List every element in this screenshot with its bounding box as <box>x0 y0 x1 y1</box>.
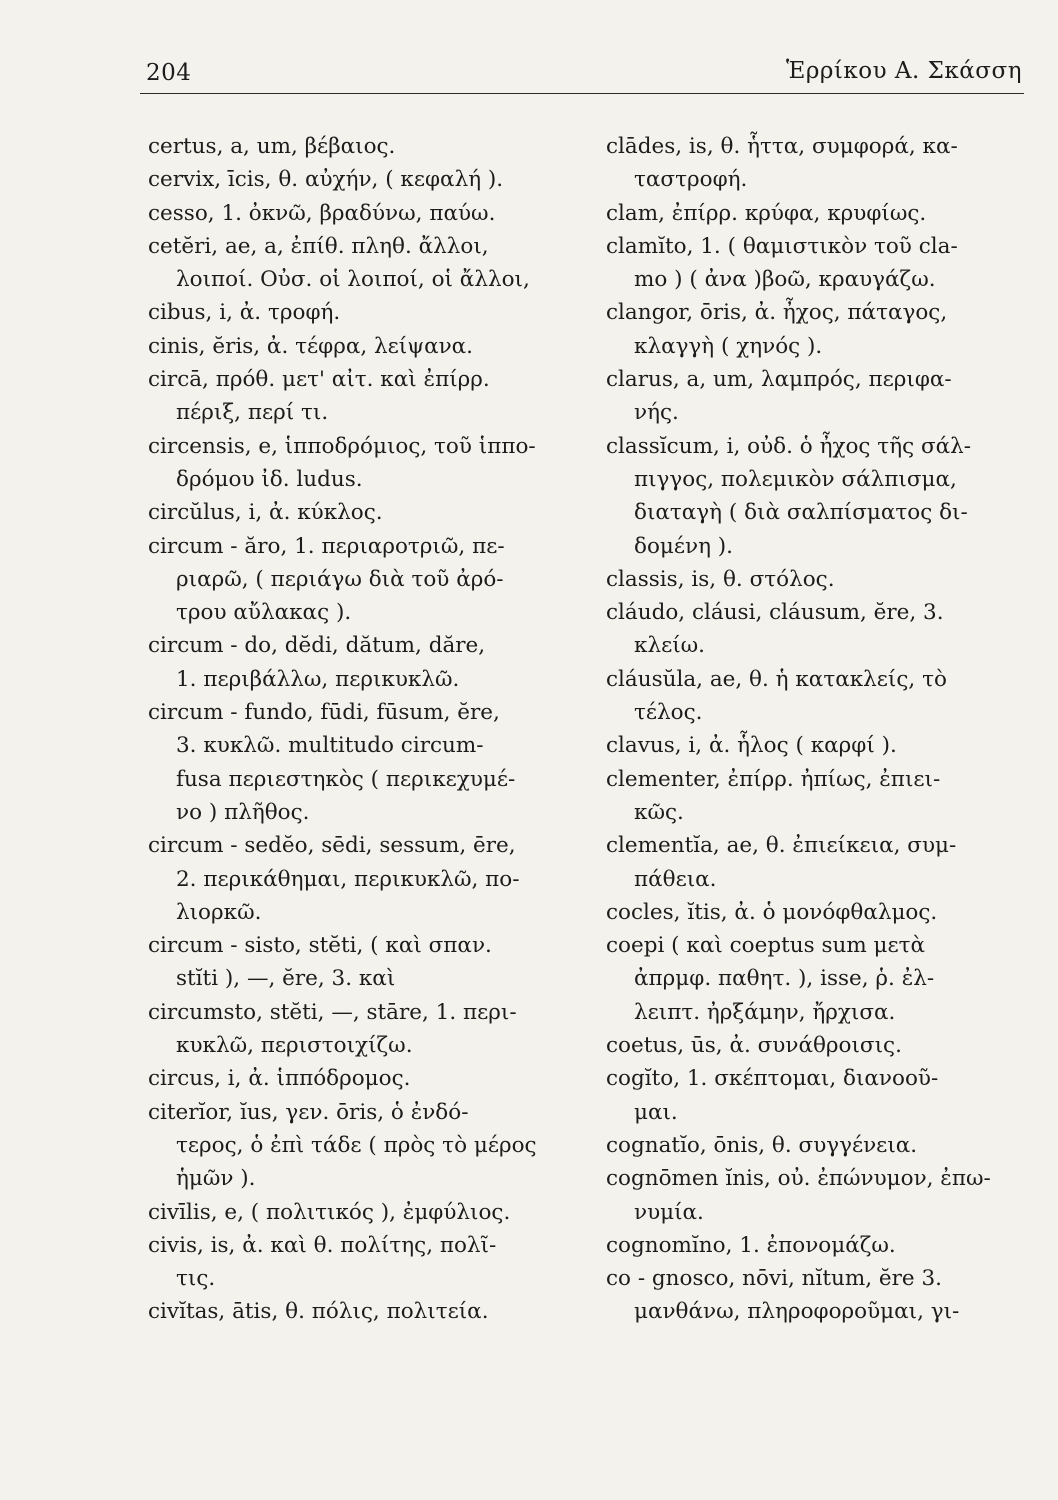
dictionary-line: clarus, a, um, λαμπρός, περιφα- <box>606 367 952 393</box>
dictionary-line: δομένη ). <box>634 533 734 559</box>
dictionary-line: clavus, i, ἀ. ἧλος ( καρφί ). <box>606 733 897 759</box>
dictionary-line: ἡμῶν ). <box>176 1166 256 1192</box>
dictionary-line: clementer, ἐπίρρ. ἠπίως, ἐπιει- <box>606 766 941 792</box>
dictionary-line: νυμία. <box>634 1199 704 1225</box>
dictionary-line: μανθάνω, πληροφοροῦμαι, γι- <box>634 1299 960 1325</box>
dictionary-line: λοιποί. Οὐσ. οἱ λοιποί, οἱ ἄλλοι, <box>176 267 530 293</box>
dictionary-line: co - gnosco, nōvi, nĭtum, ĕre 3. <box>606 1266 942 1292</box>
dictionary-line: cesso, 1. ὀκνῶ, βραδύνω, παύω. <box>148 200 496 226</box>
dictionary-line: τερος, ὁ ἐπὶ τάδε ( πρὸς τὸ μέρος <box>176 1132 537 1158</box>
dictionary-line: κυκλῶ, περιστοιχίζω. <box>176 1033 413 1059</box>
dictionary-line: τις. <box>176 1266 216 1292</box>
dictionary-line: clam, ἐπίρρ. κρύφα, κρυφίως. <box>606 200 927 226</box>
dictionary-line: ταστροφή. <box>634 167 748 193</box>
dictionary-line: τέλος. <box>634 700 703 726</box>
dictionary-line: 2. περικάθημαι, περικυκλῶ, πο- <box>176 866 520 892</box>
dictionary-line: circus, i, ἀ. ἱππόδρομος. <box>148 1066 411 1092</box>
dictionary-line: classĭcum, i, οὐδ. ὁ ἦχος τῆς σάλ- <box>606 433 972 459</box>
dictionary-line: certus, a, um, βέβαιος. <box>148 134 396 159</box>
dictionary-line: νής. <box>634 400 679 426</box>
dictionary-line: cetĕri, ae, a, ἐπίθ. πληθ. ἄλλοι, <box>148 233 489 259</box>
dictionary-line: cocles, ĭtis, ἀ. ὁ μονόφθαλμος. <box>606 899 938 925</box>
page-number: 204 <box>146 60 192 86</box>
dictionary-line: cognatĭo, ōnis, θ. συγγένεια. <box>606 1132 918 1158</box>
dictionary-line: cogĭto, 1. σκέπτομαι, διανοοῦ- <box>606 1066 939 1092</box>
dictionary-line: civĭtas, ātis, θ. πόλις, πολιτεία. <box>148 1299 489 1325</box>
dictionary-line: circā, πρόθ. μετ' αἰτ. καὶ ἐπίρρ. <box>148 367 490 393</box>
dictionary-line: stĭti ), —, ĕre, 3. καὶ <box>176 966 396 992</box>
dictionary-line: κλείω. <box>634 633 705 659</box>
dictionary-line: mo ) ( ἀνα )βοῶ, κραυγάζω. <box>634 267 936 293</box>
right-column <box>606 130 1026 1329</box>
dictionary-line: πιγγος, πολεμικὸν σάλπισμα, <box>634 466 957 492</box>
dictionary-line: διαταγὴ ( διὰ σαλπίσματος δι- <box>634 500 968 526</box>
dictionary-line: τρου αὔλακας ). <box>176 600 352 626</box>
dictionary-line: cognōmen ĭnis, οὐ. ἐπώνυμον, ἐπω- <box>606 1166 991 1192</box>
left-column <box>148 130 578 1329</box>
dictionary-line: clementĭa, ae, θ. ἐπιείκεια, συμ- <box>606 833 957 859</box>
dictionary-line: cervix, īcis, θ. αὐχήν, ( κεφαλή ). <box>148 167 504 193</box>
dictionary-line: cláudo, cláusi, cláusum, ĕre, 3. <box>606 600 944 626</box>
dictionary-line: 3. κυκλῶ. multitudo circum- <box>176 733 484 759</box>
dictionary-line: πέριξ, περί τι. <box>176 400 329 426</box>
dictionary-line: 1. περιβάλλω, περικυκλῶ. <box>176 666 460 692</box>
dictionary-line: πάθεια. <box>634 866 717 892</box>
dictionary-line: clangor, ōris, ἀ. ἦχος, πάταγος, <box>606 300 948 326</box>
dictionary-line: clamĭto, 1. ( θαμιστικὸν τοῦ cla- <box>606 233 958 259</box>
dictionary-line: κῶς. <box>634 799 684 825</box>
dictionary-line: citerĭor, ĭus, γεν. ōris, ὁ ἐνδό- <box>148 1099 469 1125</box>
dictionary-line: δρόμου ἰδ. ludus. <box>176 466 363 492</box>
dictionary-line: civis, is, ἀ. καὶ θ. πολίτης, πολῖ- <box>148 1232 497 1258</box>
dictionary-line: λειπτ. ἠρξάμην, ἤρχισα. <box>634 999 896 1025</box>
dictionary-line: circum - ăro, 1. περιαροτριῶ, πε- <box>148 533 505 559</box>
dictionary-line: cinis, ĕris, ἀ. τέφρα, λείψανα. <box>148 333 474 359</box>
dictionary-line: circum - do, dĕdi, dătum, dăre, <box>148 633 486 659</box>
dictionary-line: cibus, i, ἀ. τροφή. <box>148 300 341 326</box>
dictionary-line: circensis, e, ἱπποδρόμιος, τοῦ ἱππο- <box>148 433 536 459</box>
dictionary-line: κλαγγὴ ( χηνός ). <box>634 333 823 359</box>
dictionary-line: ριαρῶ, ( περιάγω διὰ τοῦ ἀρό- <box>176 566 504 592</box>
running-head: Ἑρρίκου Α. Σκάσση <box>785 58 1022 84</box>
dictionary-line: cognomĭno, 1. ἐπονομάζω. <box>606 1232 896 1258</box>
dictionary-line: circumsto, stĕti, —, stāre, 1. περι- <box>148 999 517 1025</box>
dictionary-line: λιορκῶ. <box>176 899 262 925</box>
dictionary-line: circum - sedĕo, sēdi, sessum, ēre, <box>148 833 516 859</box>
dictionary-line: μαι. <box>634 1099 678 1125</box>
dictionary-line: cláusŭla, ae, θ. ἡ κατακλείς, τὸ <box>606 666 947 692</box>
dictionary-line: νο ) πλῆθος. <box>176 799 310 825</box>
dictionary-line: circŭlus, i, ἀ. κύκλος. <box>148 500 383 526</box>
dictionary-line: civīlis, e, ( πολιτικός ), ἐμφύλιος. <box>148 1199 511 1225</box>
header-rule <box>140 93 1024 94</box>
dictionary-line: coetus, ūs, ἀ. συνάθροισις. <box>606 1033 902 1059</box>
dictionary-line: circum - fundo, fūdi, fūsum, ĕre, <box>148 700 500 726</box>
dictionary-line: coepi ( καὶ coeptus sum μετὰ <box>606 933 926 959</box>
dictionary-line: classis, is, θ. στόλος. <box>606 566 835 592</box>
dictionary-line: clādes, is, θ. ἧττα, συμφορά, κα- <box>606 134 958 159</box>
dictionary-line: circum - sisto, stĕti, ( καὶ σπαν. <box>148 933 492 959</box>
dictionary-line: ἀπρμφ. παθητ. ), isse, ῥ. ἐλ- <box>634 966 935 992</box>
dictionary-line: fusa περιεστηκὸς ( περικεχυμέ- <box>176 766 516 792</box>
